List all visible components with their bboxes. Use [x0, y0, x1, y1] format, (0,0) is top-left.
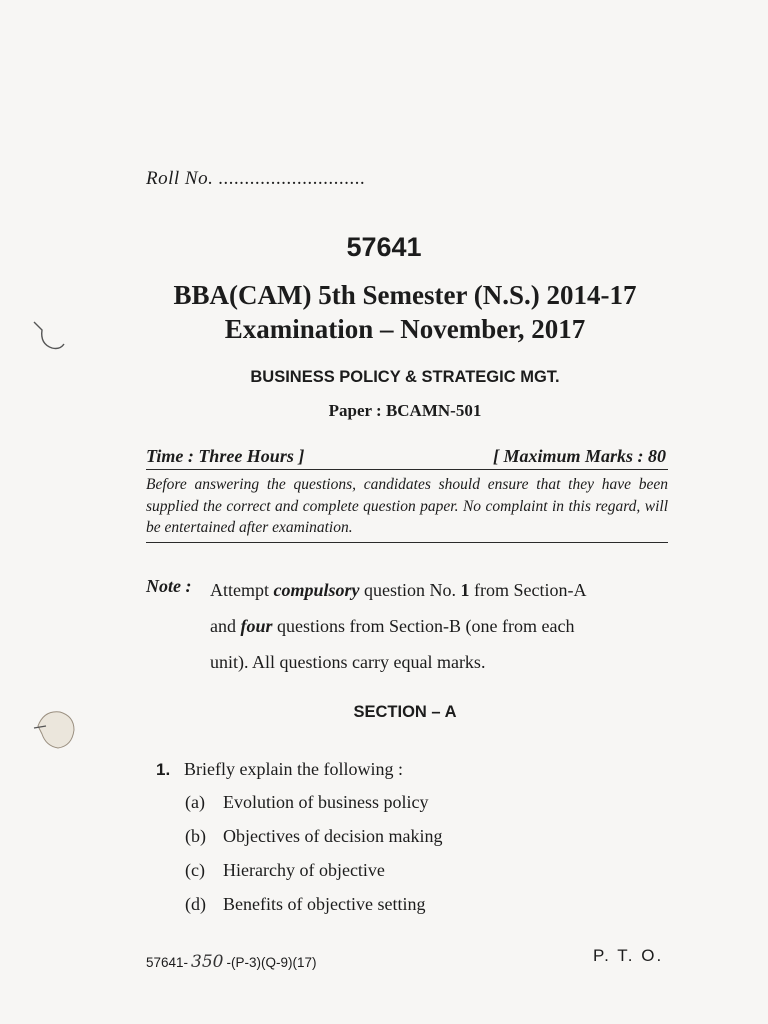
candidate-instructions: Before answering the questions, candidates should ensure that they have been supplied the correct and complete question paper. No complaint in this regard, will be entertained after examination.	[146, 476, 668, 536]
course-title	[0, 278, 768, 346]
time-allowed: Time : Three Hours ]	[146, 446, 305, 466]
part-label: (a)	[185, 792, 205, 812]
note-text: Attempt compulsory question No. 1 from Section-A and four questions from Section-B (one from each unit). All questions carry equal marks.	[210, 580, 587, 672]
part-label: (b)	[185, 826, 206, 846]
question-part	[185, 894, 425, 915]
four-emphasis: four	[240, 616, 273, 636]
please-turn-over: P. T. O.	[593, 946, 664, 965]
paper-number: Paper : BCAMN-501	[328, 401, 482, 420]
compulsory-emphasis: compulsory	[273, 580, 360, 600]
question-number: 1.	[156, 760, 171, 779]
note-label: Note :	[146, 576, 192, 596]
question-text: Briefly explain the following :	[184, 759, 403, 779]
part-text: Evolution of business policy	[223, 792, 429, 812]
divider-top	[146, 469, 668, 470]
divider-bottom	[146, 542, 668, 543]
part-label: (c)	[185, 860, 205, 880]
footer-paper-code: 57641- 350 -(P-3)(Q-9)(17)	[146, 952, 317, 972]
torn-paper-mark-icon	[30, 700, 80, 755]
part-text: Hierarchy of objective	[223, 860, 385, 880]
section-a-heading: SECTION – A	[353, 703, 457, 721]
course-line-2: Examination – November, 2017	[224, 314, 586, 344]
question-part	[185, 860, 385, 881]
handwritten-count: 350	[191, 952, 224, 972]
maximum-marks: [ Maximum Marks : 80	[492, 446, 666, 466]
paper-code: 57641	[346, 232, 422, 262]
part-label: (d)	[185, 894, 206, 914]
roll-number-field	[146, 168, 366, 190]
subject-title: BUSINESS POLICY & STRATEGIC MGT.	[250, 368, 560, 386]
part-text: Objectives of decision making	[223, 826, 443, 846]
question-part	[185, 792, 429, 813]
punch-hole-mark-icon	[30, 318, 70, 358]
question-part	[185, 826, 442, 847]
roll-label: Roll No.	[146, 168, 214, 189]
roll-dots: ............................	[218, 168, 366, 189]
course-line-1: BBA(CAM) 5th Semester (N.S.) 2014-17	[173, 280, 637, 310]
part-text: Benefits of objective setting	[223, 894, 426, 914]
